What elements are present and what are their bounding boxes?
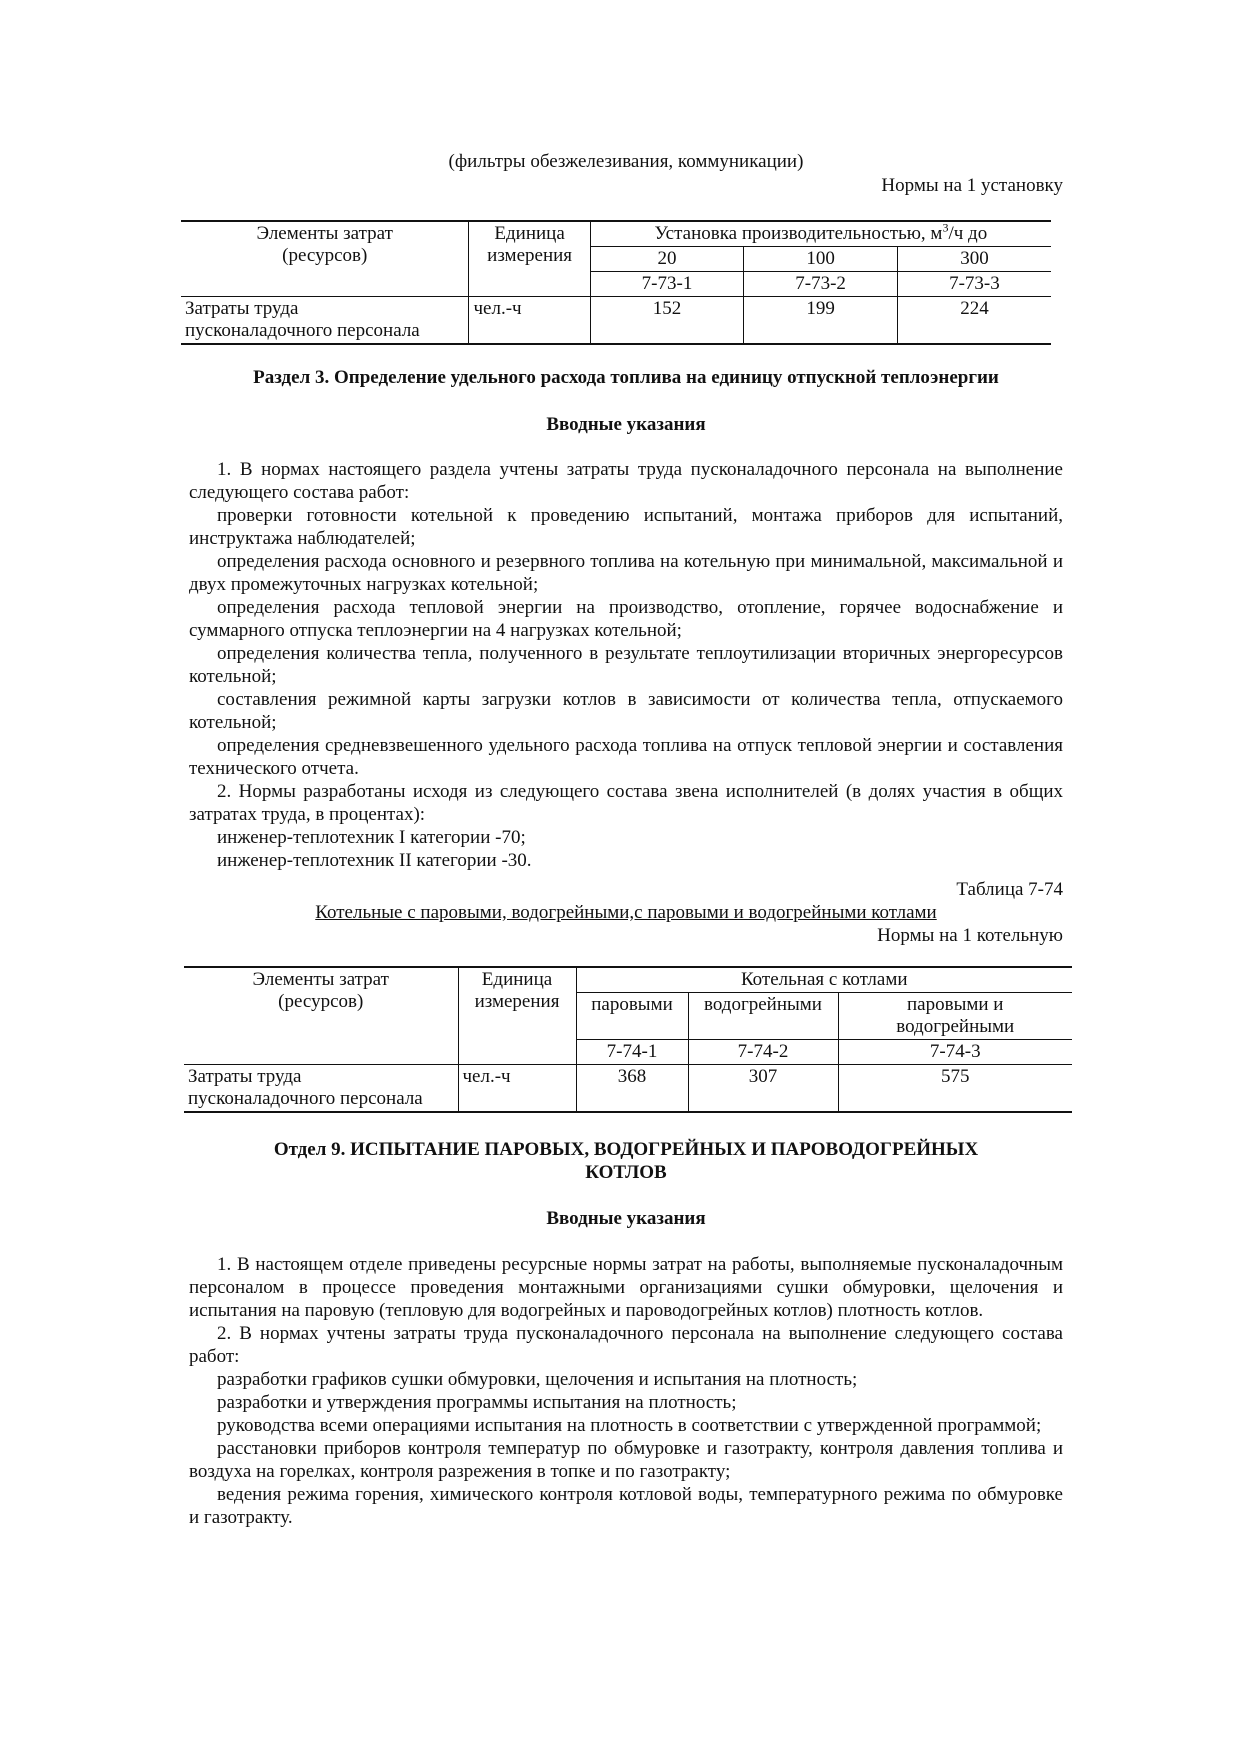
- type-cell: паровыми: [576, 993, 688, 1040]
- value-cell: 307: [688, 1065, 838, 1113]
- value-cell: 368: [576, 1065, 688, 1113]
- header-elements: Элементы затрат (ресурсов): [181, 221, 469, 297]
- size-cell: 100: [744, 247, 898, 272]
- row-label: Затраты труда пусконаладочного персонала: [181, 297, 469, 345]
- value-cell: 152: [590, 297, 744, 345]
- table-row: [181, 297, 1051, 345]
- dept9-body: 1. В настоящем отделе приведены ресурсные нормы затрат на работы, выполняемые пусконаладочным персоналом в процессе проведения монтажными организациями сушки обмуровки, щелочения и испытания на паровую (тепловую для водогрейных и пароводогрейных котлов) плотность котлов. 2. В нормах учтены затраты труда пусконаладочного персонала на выполнение следующего состава работ: разработки графиков сушки обмуровки, щелочения и испытания на плотность; разработки и утверждения программы испытания на плотность; руководства всеми операциями испытания на плотность в соответствии с утвержденной программой; расстановки приборов контроля температур по обмуровке и газотракту, контроля давления топлива и воздуха на горелках, контроля разрежения в топке и по газотракту; ведения режима горения, химического контроля котловой воды, температурного режима по обмуровке и газотракту.: [189, 1254, 1063, 1528]
- section-subtitle: Вводные указания: [546, 414, 706, 435]
- table-title: Котельные с паровыми, водогрейными,с паровыми и водогрейными котлами: [315, 902, 937, 923]
- value-cell: 199: [744, 297, 898, 345]
- code-cell: 7-74-2: [688, 1040, 838, 1065]
- code-cell: 7-74-3: [838, 1040, 1072, 1065]
- norms-table-7-74: [184, 966, 1072, 1113]
- row-label: Затраты труда пусконаладочного персонала: [184, 1065, 458, 1113]
- row-unit: чел.-ч: [469, 297, 590, 345]
- table-number: Таблица 7-74: [956, 879, 1063, 900]
- value-cell: 224: [897, 297, 1051, 345]
- row-unit: чел.-ч: [458, 1065, 576, 1113]
- size-cell: 20: [590, 247, 744, 272]
- norms-note-1: Нормы на 1 установку: [881, 175, 1063, 196]
- header-unit: Единица измерения: [469, 221, 590, 297]
- header-elements: Элементы затрат (ресурсов): [184, 967, 458, 1065]
- department-subtitle: Вводные указания: [546, 1208, 706, 1229]
- norms-note-2: Нормы на 1 котельную: [877, 925, 1063, 946]
- table-caption: (фильтры обезжелезивания, коммуникации): [448, 151, 804, 172]
- header-group: Котельная с котлами: [576, 967, 1072, 993]
- section-title: Раздел 3. Определение удельного расхода топлива на единицу отпускной теплоэнергии: [253, 367, 999, 388]
- code-cell: 7-74-1: [576, 1040, 688, 1065]
- header-unit: Единица измерения: [458, 967, 576, 1065]
- value-cell: 575: [838, 1065, 1072, 1113]
- code-cell: 7-73-1: [590, 272, 744, 297]
- type-cell: водогрейными: [688, 993, 838, 1040]
- size-cell: 300: [897, 247, 1051, 272]
- table-row: [184, 1065, 1072, 1113]
- section3-body: 1. В нормах настоящего раздела учтены затраты труда пусконаладочного персонала на выполнение следующего состава работ: проверки готовности котельной к проведению испытаний, монтажа приборов для испытаний, инструктажа наблюдателей; определения расхода основного и резервного топлива на котельную при минимальной, максимальной и двух промежуточных нагрузках котельной; определения расхода тепловой энергии на производство, отопление, горячее водоснабжение и суммарного отпуска теплоэнергии на 4 нагрузках котельной; определения количества тепла, полученного в результате теплоутилизации вторичных энергоресурсов котельной; составления режимной карты загрузки котлов в зависимости от количества тепла, отпускаемого котельной; определения средневзвешенного удельного расхода топлива на отпуск тепловой энергии и составления технического отчета. 2. Нормы разработаны исходя из следующего состава звена исполнителей (в долях участия в общих затратах труда, в процентах): инженер-теплотехник I категории -70; инженер-теплотехник II категории -30.: [189, 459, 1063, 871]
- norms-table-7-73: [181, 220, 1051, 345]
- type-cell: паровыми и водогрейными: [838, 993, 1072, 1040]
- code-cell: 7-73-2: [744, 272, 898, 297]
- header-group: Установка производительностью, $м^3/ч$ до: [590, 221, 1051, 247]
- department-title: Отдел 9. ИСПЫТАНИЕ ПАРОВЫХ, ВОДОГРЕЙНЫХ И ПАРОВОДОГРЕЙНЫХ КОТЛОВ: [273, 1139, 979, 1183]
- code-cell: 7-73-3: [897, 272, 1051, 297]
